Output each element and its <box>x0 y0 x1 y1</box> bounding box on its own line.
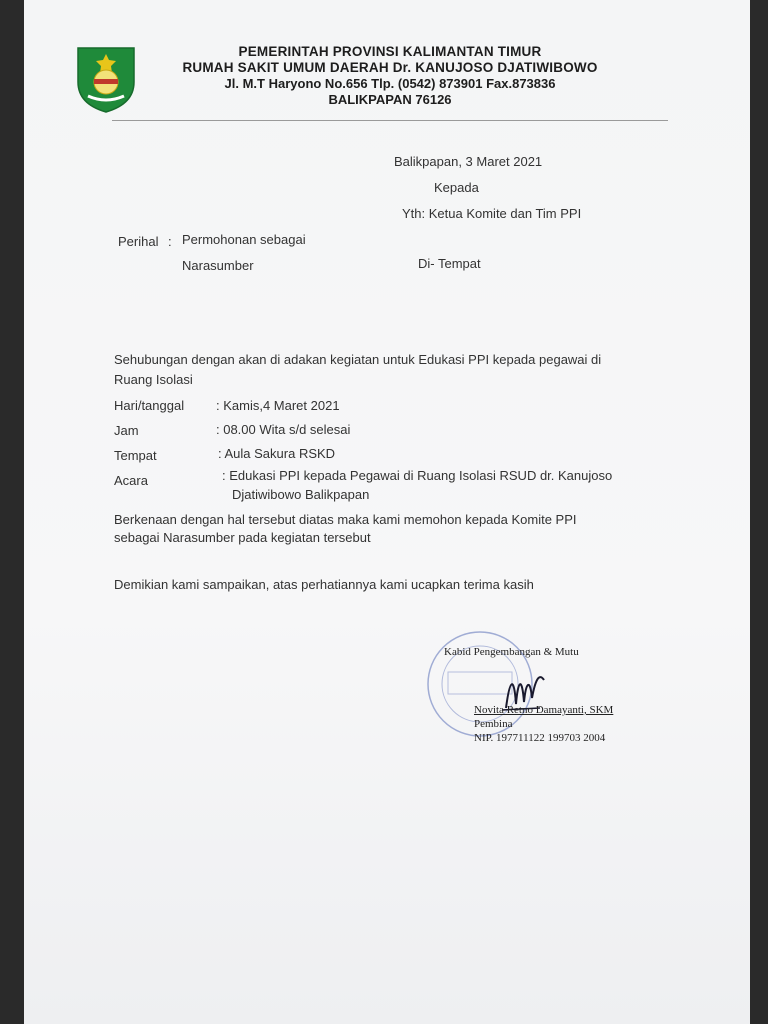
letterhead-city: BALIKPAPAN 76126 <box>328 92 452 107</box>
subject-colon: : <box>168 234 172 249</box>
body-closing: Demikian kami sampaikan, atas perhatiannya kami ucapkan terima kasih <box>114 577 534 592</box>
detail-label-jam: Jam <box>114 423 139 438</box>
body-intro-line-2: Ruang Isolasi <box>114 372 193 387</box>
signatory-rank: Pembina <box>474 718 513 730</box>
subject-label: Perihal <box>118 234 159 249</box>
recipient-yth: Yth: Ketua Komite dan Tim PPI <box>402 206 582 221</box>
detail-value-acara-cont: Djatiwibowo Balikpapan <box>232 487 370 502</box>
signatory-title: Kabid Pengembangan & Mutu <box>444 646 579 658</box>
body-request-line-1: Berkenaan dengan hal tersebut diatas maka kami memohon kepada Komite PPI <box>114 512 577 527</box>
province-emblem-logo <box>74 42 138 114</box>
letterhead-address: Jl. M.T Haryono No.656 Tlp. (0542) 873901 Fax.873836 <box>224 76 556 91</box>
detail-value-acara: : Edukasi PPI kepada Pegawai di Ruang Isolasi RSUD dr. Kanujoso <box>222 468 613 483</box>
detail-value-tempat: : Aula Sakura RSKD <box>218 446 336 461</box>
letterhead-line-1: PEMERINTAH PROVINSI KALIMANTAN TIMUR <box>238 44 542 59</box>
letterhead-divider <box>112 120 668 121</box>
recipient-kepada: Kepada <box>434 180 479 195</box>
detail-label-acara: Acara <box>114 473 148 488</box>
detail-value-jam: : 08.00 Wita s/d selesai <box>216 422 351 437</box>
subject-line-2: Narasumber <box>182 258 254 273</box>
subject-line-1: Permohonan sebagai <box>182 232 306 247</box>
body-request-line-2: sebagai Narasumber pada kegiatan tersebut <box>114 530 371 545</box>
letterhead-line-2: RUMAH SAKIT UMUM DAERAH Dr. KANUJOSO DJATIWIBOWO <box>182 60 598 75</box>
detail-label-hari: Hari/tanggal <box>114 398 185 413</box>
body-intro-line-1: Sehubungan dengan akan di adakan kegiatan untuk Edukasi PPI kepada pegawai di <box>114 352 602 367</box>
detail-value-hari: : Kamis,4 Maret 2021 <box>216 398 340 413</box>
detail-label-tempat: Tempat <box>114 448 157 463</box>
signatory-name: Novita Retno Damayanti, SKM <box>474 704 614 716</box>
letter-date: Balikpapan, 3 Maret 2021 <box>394 154 543 169</box>
signatory-nip: NIP. 197711122 199703 2004 <box>474 732 606 744</box>
recipient-di-tempat: Di- Tempat <box>418 256 481 271</box>
